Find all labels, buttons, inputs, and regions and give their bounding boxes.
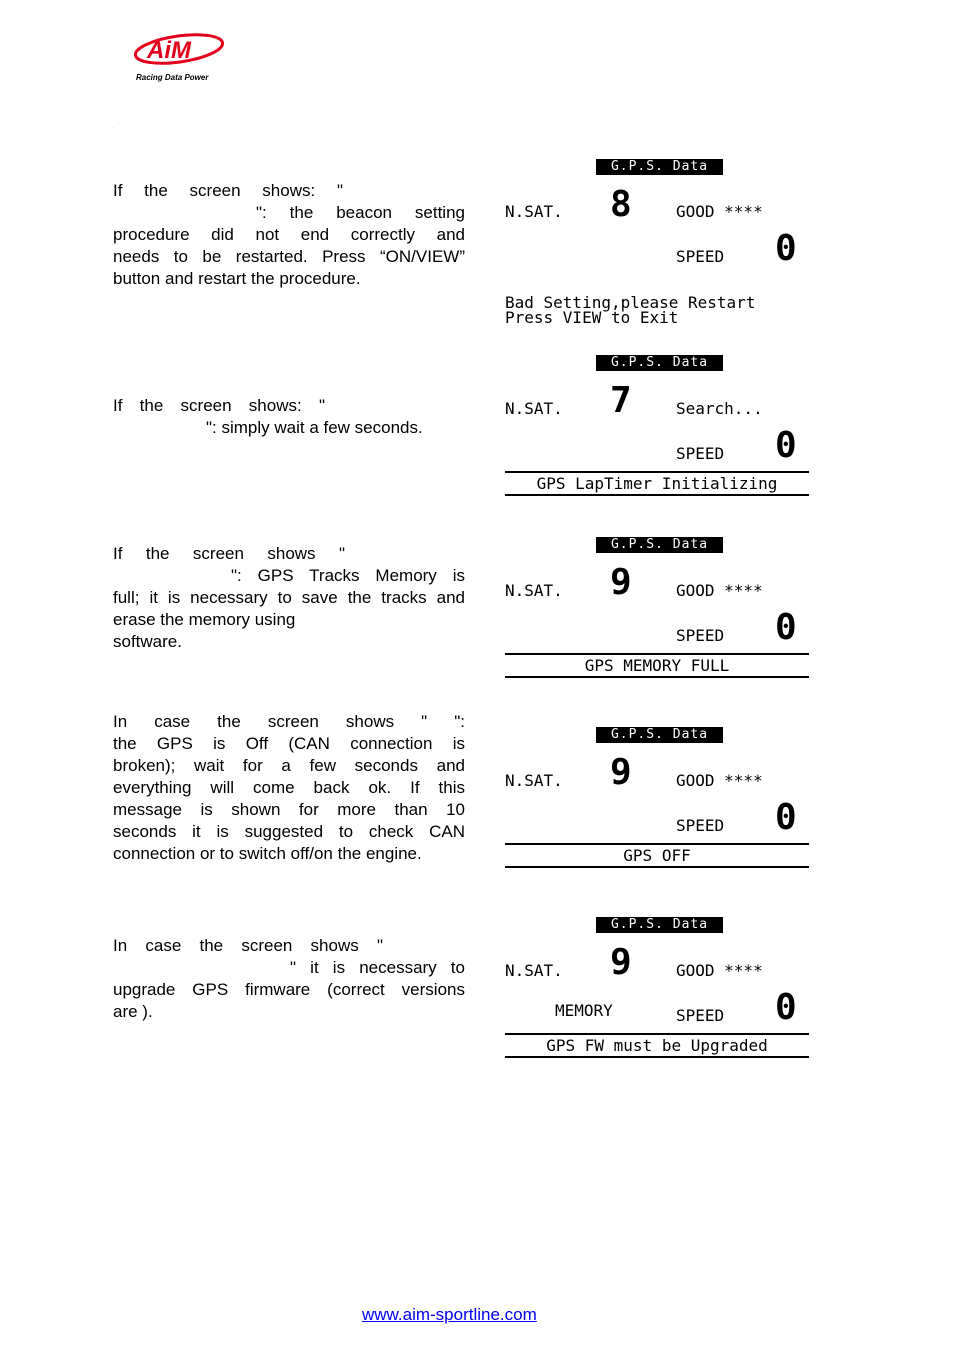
gps-status: Search...: [676, 399, 763, 418]
nsat-label: N.SAT.: [505, 771, 563, 790]
paragraph-line: needs to be restarted. Press “ON/VIEW”: [113, 247, 465, 266]
paragraph-line: the GPS is Off (CAN connection is: [113, 734, 465, 753]
gps-status: GOOD ****: [676, 202, 763, 221]
paragraph-initializing: [113, 395, 465, 439]
nsat-label: N.SAT.: [505, 202, 563, 221]
paragraph-line: seconds it is suggested to check CAN: [113, 822, 465, 841]
lcd-footer-message: GPS LapTimer Initializing: [505, 471, 809, 496]
paragraph-line: ": the beacon setting: [256, 203, 465, 222]
lcd-footer-message: GPS MEMORY FULL: [505, 653, 809, 678]
paragraph-line: In case the screen shows ": [113, 936, 383, 955]
speed-value: 0: [775, 607, 797, 648]
paragraph-line: If the screen shows: ": [113, 396, 325, 415]
gps-status: GOOD ****: [676, 581, 763, 600]
memory-label: MEMORY: [555, 1001, 613, 1020]
lcd-header: G.P.S. Data: [596, 159, 723, 175]
nsat-label: N.SAT.: [505, 581, 563, 600]
paragraph-line: button and restart the procedure.: [113, 269, 361, 288]
paragraph-memory-full: [113, 543, 465, 653]
logo-tagline: Racing Data Power: [136, 73, 209, 82]
lcd-footer-message: GPS OFF: [505, 843, 809, 868]
lcd-header: G.P.S. Data: [596, 355, 723, 371]
speed-value: 0: [775, 987, 797, 1028]
nsat-label: N.SAT.: [505, 961, 563, 980]
lcd-message: Bad Setting,please Restart Press VIEW to Exit: [505, 293, 756, 327]
lcd-footer-message: GPS FW must be Upgraded: [505, 1033, 809, 1058]
paragraph-line: are ).: [113, 1002, 153, 1021]
paragraph-gps-off: [113, 711, 465, 865]
lcd-screen-memory-full: [505, 537, 811, 679]
nsat-value: 7: [610, 380, 632, 421]
speed-label: SPEED: [676, 626, 725, 645]
speed-value: 0: [775, 797, 797, 838]
lcd-screen-bad-setting: [505, 159, 811, 329]
nsat-value: 8: [610, 184, 632, 225]
nsat-value: 9: [610, 942, 632, 983]
speed-label: SPEED: [676, 1006, 725, 1025]
paragraph-line: upgrade GPS firmware (correct versions: [113, 980, 465, 999]
paragraph-line: software.: [113, 632, 182, 651]
speed-value: 0: [775, 425, 797, 466]
nsat-value: 9: [610, 752, 632, 793]
paragraph-line: broken); wait for a few seconds and: [113, 756, 465, 775]
paragraph-line: erase the memory using: [113, 610, 296, 629]
lcd-header: G.P.S. Data: [596, 917, 723, 933]
lcd-screen-gps-off: [505, 727, 811, 869]
paragraph-line: In case the screen shows " ":: [113, 712, 465, 731]
paragraph-line: If the screen shows: ": [113, 181, 343, 200]
paragraph-line: If the screen shows ": [113, 544, 345, 563]
paragraph-bad-setting: [113, 180, 465, 290]
paragraph-line: full; it is necessary to save the tracks and: [113, 588, 465, 607]
nsat-label: N.SAT.: [505, 399, 563, 418]
speed-value: 0: [775, 228, 797, 269]
gps-status: GOOD ****: [676, 961, 763, 980]
lcd-screen-initializing: [505, 355, 811, 497]
logo-wordmark: AiM: [147, 37, 191, 64]
website-link[interactable]: www.aim-sportline.com: [362, 1305, 537, 1324]
paragraph-line: " it is necessary to: [290, 958, 465, 977]
lcd-header: G.P.S. Data: [596, 727, 723, 743]
speed-label: SPEED: [676, 247, 725, 266]
paragraph-fw-upgrade: [113, 935, 465, 1023]
speed-label: SPEED: [676, 816, 725, 835]
lcd-header: G.P.S. Data: [596, 537, 723, 553]
small-mark: .: [113, 124, 115, 130]
paragraph-line: message is shown for more than 10: [113, 800, 465, 819]
nsat-value: 9: [610, 562, 632, 603]
paragraph-line: connection or to switch off/on the engine.: [113, 844, 422, 863]
paragraph-line: everything will come back ok. If this: [113, 778, 465, 797]
speed-label: SPEED: [676, 444, 725, 463]
gps-status: GOOD ****: [676, 771, 763, 790]
paragraph-line: ": simply wait a few seconds.: [206, 418, 423, 437]
paragraph-line: procedure did not end correctly and: [113, 225, 465, 244]
lcd-screen-fw-upgrade: [505, 917, 811, 1059]
paragraph-line: ": GPS Tracks Memory is: [231, 566, 465, 585]
